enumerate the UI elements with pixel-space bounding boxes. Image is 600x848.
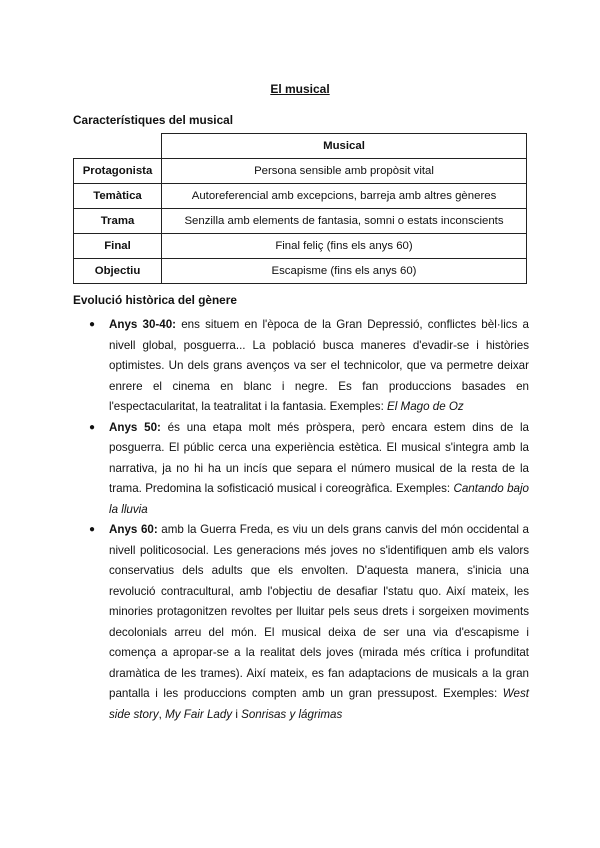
example-title: West side story xyxy=(109,687,529,721)
list-item xyxy=(73,315,529,418)
characteristics-table xyxy=(73,133,527,284)
example-title: My Fair Lady xyxy=(165,707,233,721)
example-title: El Mago de Oz xyxy=(387,400,464,413)
table-row-label: Protagonista xyxy=(74,159,162,184)
table-cell: Escapisme (fins els anys 60) xyxy=(162,259,527,284)
period-label: Anys 60: xyxy=(109,523,158,536)
example-title: Sonrisas y lágrimas xyxy=(241,707,343,721)
list-item xyxy=(73,520,529,725)
bullet-icon: ● xyxy=(89,421,96,433)
period-text: amb la Guerra Freda, es viu un dels grans canvis del món occidental a nivell politicosocial. Les generacions més joves no s'identifiquen amb els valors conservatius dels adults que els envolten. D'aquesta manera, s'inicia una revolució contracultural, amb l'objectiu de desafiar l'statu quo. Així mateix, les minories protagonitzen revoltes per lluitar pels seus drets i sorgeixen moviments decolonials arreu del món. El musical deixa de ser una via d'escapisme i comença a apropar-se a la realitat dels joves (mirada més crítica i profunditat dramàtica de les trames). Així mateix, es fan adaptacions de musicals a la gran pantalla i les produccions compten amb un gran pressupost. Exemples: xyxy=(109,523,529,700)
table-row xyxy=(74,159,527,184)
table-cell: Senzilla amb elements de fantasia, somni o estats inconscients xyxy=(162,209,527,234)
history-list xyxy=(73,315,529,725)
period-text: ens situem en l'època de la Gran Depressió, conflictes bèl·lics a nivell global, posguerra... La població busca maneres d'evadir-se i històries optimistes. Un dels grans avenços va ser el technicolor, que va permetre deixar enrere el cinema en blanc i negre. Es fan produccions basades en l'espectacularitat, la teatralitat i la fantasia. Exemples: xyxy=(109,318,529,413)
period-label: Anys 30-40: xyxy=(109,318,177,331)
table-cell: Autoreferencial amb excepcions, barreja amb altres gèneres xyxy=(162,184,527,209)
example-title: Cantando bajo la lluvia xyxy=(109,482,530,516)
table-row-label: Trama xyxy=(74,209,162,234)
table-column-header: Musical xyxy=(162,134,527,159)
table-row xyxy=(74,184,527,209)
bullet-icon: ● xyxy=(89,319,96,330)
period-label: Anys 50: xyxy=(109,420,161,434)
example-separator: i xyxy=(232,707,242,721)
document-title: El musical xyxy=(270,82,330,96)
table-corner-cell xyxy=(74,134,162,159)
section-heading-history: Evolució històrica del gènere xyxy=(73,293,237,307)
table-row-label: Objectiu xyxy=(74,259,162,284)
period-text: és una etapa molt més pròspera, però encara estem dins de la posguerra. El públic cerca una experiència estètica. El musical s'integra amb la narrativa, ja no hi ha un incís que separa el número musical de la resta de la trama. Predomina la sofisticació musical i coreogràfica. Exemples: xyxy=(109,420,530,495)
table-cell: Final feliç (fins els anys 60) xyxy=(162,234,527,259)
list-item xyxy=(73,418,529,521)
table-row xyxy=(74,234,527,259)
table-row xyxy=(74,259,527,284)
table-row-label: Final xyxy=(74,234,162,259)
table-header-row xyxy=(74,134,527,159)
example-separator: , xyxy=(158,707,166,721)
table-row-label: Temàtica xyxy=(74,184,162,209)
table-row xyxy=(74,209,527,234)
section-heading-characteristics: Característiques del musical xyxy=(73,113,233,127)
table-cell: Persona sensible amb propòsit vital xyxy=(162,159,527,184)
bullet-icon: ● xyxy=(89,524,96,535)
